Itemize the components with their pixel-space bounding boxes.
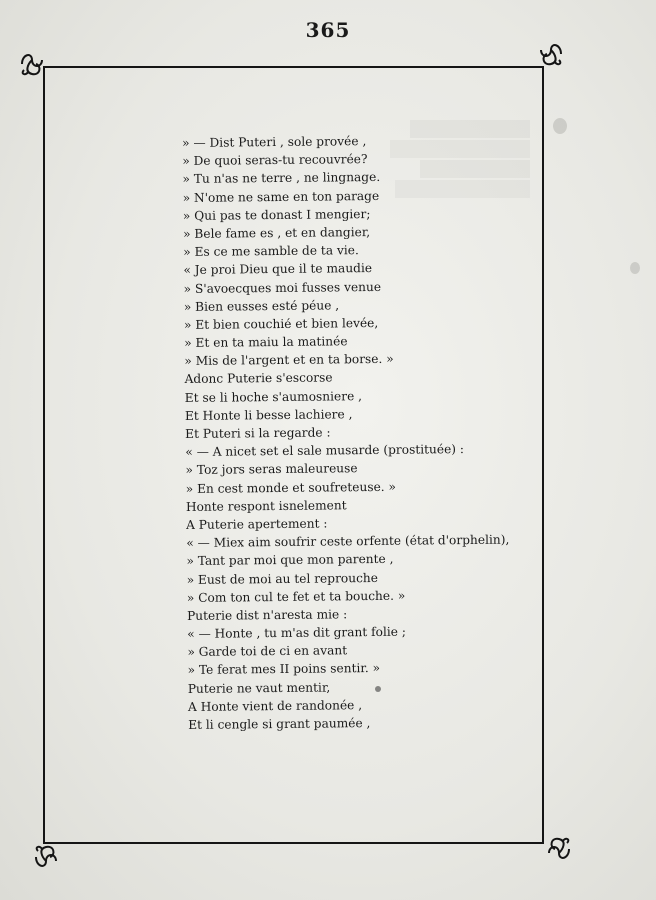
poem-line: » Te ferat mes II poins sentir. » [187,661,381,678]
poem-line: Adonc Puterie s'escorse [184,370,333,387]
poem-line: Et se li hoche s'aumosniere , [184,388,363,405]
poem-line: » Bele fame es , et en dangier, [182,224,371,241]
poem-line: » Toz jors seras maleureuse [185,461,358,478]
poem-line: Honte respont isnelement [185,498,347,514]
poem-line: « — Honte , tu m'as dit grant folie ; [187,624,406,642]
poem-line: « Je proi Dieu que il te maudie [183,261,373,278]
poem-line: » Tant par moi que mon parente , [186,552,394,569]
poem-line: » En cest monde et soufreteuse. » [185,479,397,496]
poem-line: » N'ome ne same en ton parage [182,188,380,205]
fleuron-icon [545,835,573,863]
poem-line: » Bien eusses esté péue , [183,298,340,314]
poem-line: A Honte vient de randonée , [187,697,363,714]
poem-line: Et Puteri si la regarde : [185,425,331,441]
poem-line: « — Miex aim soufrir ceste orfente (état d'orphelin), [186,532,510,551]
poem-line: Et li cengle si grant paumée , [188,716,371,732]
poem-line: » — Dist Puteri , sole provée , [182,134,367,150]
poem-line: » Eust de moi au tel reprouche [186,570,379,587]
fleuron-icon [32,843,60,871]
poem-line: « — A nicet set el sale musarde (prostituée) : [185,442,465,460]
ink-stain [630,262,640,274]
poem-line: Puterie dist n'aresta mie : [186,607,348,623]
poem-line: » Tu n'as ne terre , ne lingnage. [182,170,381,187]
poem-line: Et Honte li besse lachiere , [184,407,353,423]
page-number: 365 [305,18,351,42]
poem-line: » Et bien couchié et bien levée, [183,315,379,332]
poem-line: » Garde toi de ci en avant [187,643,348,660]
poem-line: » Es ce me samble de ta vie. [183,243,359,260]
poem-line: Puterie ne vaut mentir, [187,680,331,696]
poem-line: » Et en ta maiu la matinée [184,334,348,351]
fleuron-icon [537,40,565,68]
poem-text-block [182,130,538,734]
poem-line: » Qui pas te donast I mengier; [182,206,371,223]
poem-line: » Mis de l'argent et en ta borse. » [184,352,394,369]
poem-line: » Com ton cul te fet et ta bouche. » [186,588,406,605]
poem-line: » De quoi seras-tu recouvrée? [182,152,368,169]
fleuron-icon [18,50,46,78]
poem-line: A Puterie apertement : [186,516,328,532]
ink-stain [553,118,567,134]
poem-line: » S'avoecques moi fusses venue [183,279,382,296]
